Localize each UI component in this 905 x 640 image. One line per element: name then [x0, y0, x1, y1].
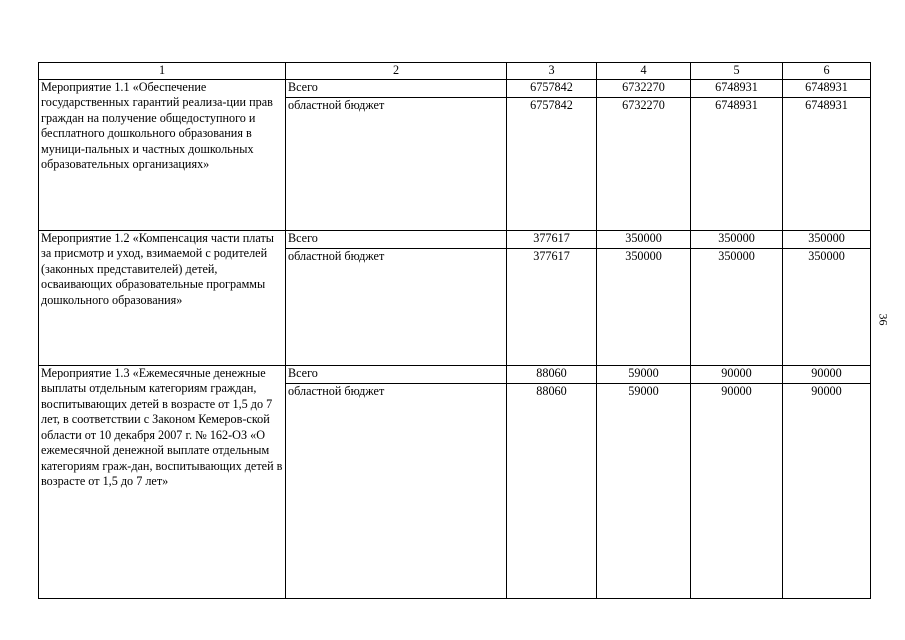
activity-name-text: Мероприятие 1.2 «Компенсация части платы за присмотр и уход, взимаемой с родителей (законных представителей) детей, осваивающих образовательные программы дошкольного образования» — [41, 230, 274, 307]
value-cell: 6732270 — [597, 97, 691, 230]
value-cell: 377617 — [507, 248, 597, 365]
table-row — [39, 365, 871, 383]
header-cell: 2 — [286, 63, 507, 80]
header-row — [39, 63, 871, 80]
source-label: областной бюджет — [286, 383, 507, 598]
source-label: Всего — [286, 79, 507, 97]
header-cell: 6 — [783, 63, 871, 80]
page-number: 36 — [876, 313, 891, 326]
value-cell: 6748931 — [783, 79, 871, 97]
value-cell: 6757842 — [507, 97, 597, 230]
activity-name — [39, 365, 286, 598]
value-cell: 350000 — [597, 230, 691, 248]
value-cell: 6748931 — [691, 97, 783, 230]
value-cell: 6748931 — [691, 79, 783, 97]
header-cell: 1 — [39, 63, 286, 80]
value-cell: 377617 — [507, 230, 597, 248]
source-label: Всего — [286, 365, 507, 383]
value-cell: 88060 — [507, 365, 597, 383]
header-cell: 3 — [507, 63, 597, 80]
value-cell: 88060 — [507, 383, 597, 598]
activity-name-text: Мероприятие 1.3 «Ежемесячные денежные выплаты отдельным категориям граждан, воспитывающих детей в возрасте от 1,5 до 7 лет, в соответствии с Законом Кемеров-ской области от 10 декабря 2007 г. № 162-ОЗ «О ежемесячной денежной выплате отдельным категориям граж-дан, воспитывающих детей в возрасте от 1,5 до 7 лет» — [41, 365, 283, 488]
value-cell: 350000 — [597, 248, 691, 365]
table-row — [39, 79, 871, 97]
activity-name-text: Мероприятие 1.1 «Обеспечение государственных гарантий реализа-ции прав граждан на получение общедоступного и бесплатного дошкольного образования в муници-пальных и частных дошкольных образовательных организациях» — [41, 79, 273, 171]
value-cell: 90000 — [691, 365, 783, 383]
value-cell: 6757842 — [507, 79, 597, 97]
value-cell: 350000 — [783, 230, 871, 248]
budget-table — [38, 62, 871, 599]
value-cell: 90000 — [691, 383, 783, 598]
value-cell: 59000 — [597, 365, 691, 383]
value-cell: 59000 — [597, 383, 691, 598]
source-label: областной бюджет — [286, 97, 507, 230]
source-label: областной бюджет — [286, 248, 507, 365]
activity-name — [39, 79, 286, 230]
value-cell: 6748931 — [783, 97, 871, 230]
value-cell: 350000 — [691, 248, 783, 365]
value-cell: 6732270 — [597, 79, 691, 97]
value-cell: 350000 — [783, 248, 871, 365]
header-cell: 4 — [597, 63, 691, 80]
value-cell: 90000 — [783, 383, 871, 598]
source-label: Всего — [286, 230, 507, 248]
header-cell: 5 — [691, 63, 783, 80]
activity-name — [39, 230, 286, 365]
table-row — [39, 230, 871, 248]
value-cell: 350000 — [691, 230, 783, 248]
value-cell: 90000 — [783, 365, 871, 383]
